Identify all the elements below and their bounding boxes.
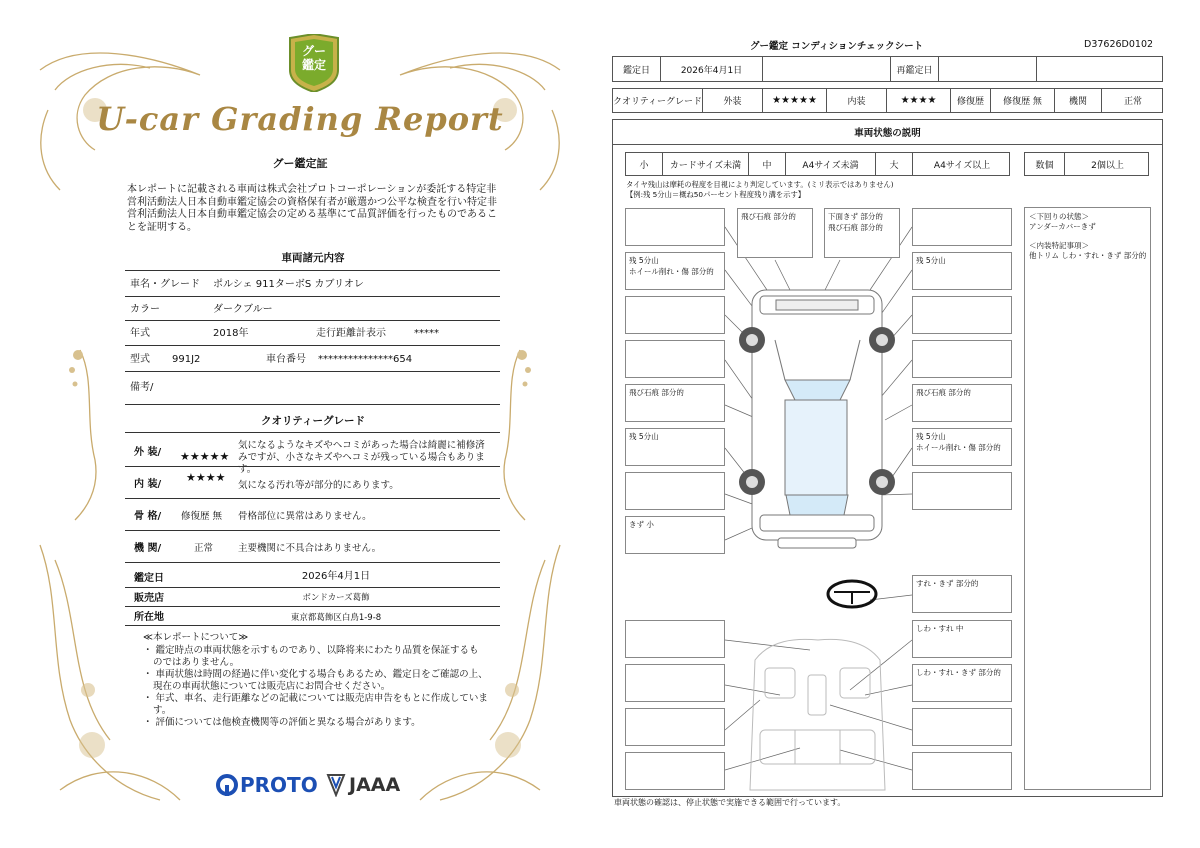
badge-text: グー 鑑定 — [301, 44, 326, 72]
exterior-stars: ★★★★★ — [763, 89, 827, 112]
note-box-right-2: 残 5分山 — [912, 252, 1012, 290]
condition-check-sheet — [600, 0, 1200, 848]
underbody-heading: ＜下回りの状態＞ — [1029, 212, 1089, 221]
exterior-label: 外装 — [703, 89, 763, 112]
status-heading: 車両状態の説明 — [612, 119, 1163, 145]
model-label: 型式 — [130, 354, 150, 365]
note-box-interior-left-3 — [625, 708, 725, 746]
note-box-right-7 — [912, 472, 1012, 510]
goo-appraisal-badge — [286, 34, 342, 92]
note-box-right-5: 飛び石痕 部分的 — [912, 384, 1012, 422]
note-box-interior-right-1: すれ・きず 部分的 — [912, 575, 1012, 613]
note-box-interior-right-2: しわ・すれ 中 — [912, 620, 1012, 658]
date-label: 鑑定日 — [134, 573, 164, 584]
quality-heading: クオリティーグレード — [261, 415, 365, 427]
engine-label: 機 関/ — [134, 543, 162, 554]
size-large-desc: A4サイズ以上 — [933, 160, 991, 171]
color-label: カラー — [130, 304, 160, 315]
about-item: ・ 年式、車名、走行距離などの記載については販売店申告をもとに作成しています。 — [143, 693, 488, 716]
size-small-desc: カードサイズ未満 — [663, 153, 749, 175]
notes-label: 備考/ — [130, 382, 154, 393]
jaaa-logo-text: JAAA — [349, 774, 401, 796]
dealer-label: 販売店 — [134, 593, 164, 604]
mileage-value: ***** — [414, 328, 439, 339]
year-label: 年式 — [130, 328, 150, 339]
proto-mark-icon — [216, 774, 238, 796]
note-box-left-4 — [625, 340, 725, 378]
mileage-label: 走行距離計表示 — [316, 328, 386, 339]
note-box-top-1: 飛び石痕 部分的 — [737, 208, 813, 258]
engine-value: 正常 — [194, 543, 214, 554]
interior-notes-value: 他トリム しわ・すれ・きず 部分的 — [1029, 251, 1147, 260]
certificate-intro: 本レポートに記載される車両は株式会社プロトコーポレーションが委託する特定非営利活動法人日本自動車鑑定協会の資格保有者が厳選かつ公平な検査を行い特定非営利活動法人日本自動車鑑定協会の定める基準にて品質評価を行ったものであることを証明する。 — [127, 184, 497, 233]
exterior-stars: ★★★★★ — [180, 450, 230, 463]
about-item: ・ 車両状態は時間の経過に伴い変化する場合もあるため、鑑定日をご確認の上、現在の車両状態については販売店にお問合せください。 — [143, 669, 488, 692]
about-item: ・ 評価については他検査機関等の評価と異なる場合があります。 — [143, 717, 421, 728]
about-item: ・ 鑑定時点の車両状態を示すものであり、以降将来にわたり品質を保証するものではありません。 — [143, 645, 479, 668]
interior-desc: 気になる汚れ等が部分的にあります。 — [238, 480, 399, 491]
note-box-interior-left-1 — [625, 620, 725, 658]
engine-label: 機関 — [1055, 89, 1102, 112]
repair-label: 修復歴 — [951, 89, 991, 112]
note-box-right-4 — [912, 340, 1012, 378]
model-value: 991J2 — [172, 354, 201, 365]
address-label: 所在地 — [134, 612, 164, 623]
note-box-interior-right-5 — [912, 752, 1012, 790]
count-label: 数個 — [1025, 153, 1065, 175]
proto-logo — [216, 772, 318, 798]
size-mid: 中 — [749, 153, 786, 175]
report-script-title: U-car Grading Report — [96, 100, 504, 138]
size-mid-desc: A4サイズ未満 — [786, 153, 876, 175]
steering-wheel-icon — [828, 581, 876, 607]
sheet-title: グー鑑定 コンディションチェックシート — [750, 41, 924, 52]
note-box-left-7 — [625, 472, 725, 510]
interior-label: 内 装/ — [134, 479, 162, 490]
note-box-right-3 — [912, 296, 1012, 334]
date-value: 2026年4月1日 — [661, 57, 763, 81]
frame-value: 修復歴 無 — [181, 511, 223, 522]
year-value: 2018年 — [213, 328, 249, 339]
about-list — [143, 645, 488, 729]
spec-heading: 車両諸元内容 — [281, 252, 345, 264]
certificate-title: グー鑑定証 — [272, 157, 328, 170]
name-label: 車名・グレード — [130, 279, 200, 290]
size-small: 小 — [626, 153, 663, 175]
note-box-top-2: 下面きず 部分的 飛び石痕 部分的 — [824, 208, 900, 258]
name-value: ポルシェ 911ターボS カブリオレ — [213, 279, 364, 290]
address-value: 東京都葛飾区白鳥1-9-8 — [290, 613, 382, 623]
note-box-interior-right-4 — [912, 708, 1012, 746]
engine-value: 正常 — [1123, 97, 1142, 107]
interior-stars: ★★★★ — [186, 471, 226, 484]
note-box-left-8: きず 小 — [625, 516, 725, 554]
frame-label: 骨 格/ — [134, 511, 162, 522]
chassis-value: ***************654 — [318, 354, 413, 365]
count-desc: 2個以上 — [1091, 160, 1124, 171]
note-box-left-1 — [625, 208, 725, 246]
note-box-interior-left-2 — [625, 664, 725, 702]
exterior-label: 外 装/ — [134, 447, 162, 458]
date-value: 2026年4月1日 — [301, 571, 371, 582]
sheet-footer: 車両状態の確認は、停止状態で実施できる範囲で行っています。 — [614, 798, 846, 807]
underbody-value: アンダーカバーきず — [1029, 222, 1096, 231]
date-label: 鑑定日 — [613, 57, 661, 81]
frame-desc: 骨格部位に異常はありません。 — [238, 511, 372, 522]
redate-label: 再鑑定日 — [891, 57, 939, 81]
tire-note-1: タイヤ残山は摩耗の程度を目視により判定しています。(ミリ表示ではありません) — [626, 180, 894, 189]
sheet-id: D37626D0102 — [1084, 39, 1154, 50]
jaaa-logo — [326, 772, 400, 798]
note-box-left-5: 飛び石痕 部分的 — [625, 384, 725, 422]
interior-stars: ★★★★ — [887, 89, 951, 112]
note-box-interior-left-4 — [625, 752, 725, 790]
note-box-left-3 — [625, 296, 725, 334]
engine-desc: 主要機関に不具合はありません。 — [238, 543, 382, 554]
exterior-desc: 気になるようなキズやヘコミがあった場合は綺麗に補修済みですが、小さなキズやヘコミが残っている場合もあります。 — [238, 440, 485, 475]
note-box-interior-right-3: しわ・すれ・きず 部分的 — [912, 664, 1012, 702]
color-value: ダークブルー — [213, 304, 273, 315]
note-box-left-6: 残 5分山 — [625, 428, 725, 466]
dealer-value: ボンドカーズ葛飾 — [302, 593, 370, 603]
about-heading: ≪本レポートについて≫ — [143, 632, 249, 643]
note-box-right-6: 残 5分山 ホイール削れ・傷 部分的 — [912, 428, 1012, 466]
note-box-left-2: 残 5分山 ホイール削れ・傷 部分的 — [625, 252, 725, 290]
repair-value: 修復歴 無 — [991, 89, 1055, 112]
interior-label: 内装 — [827, 89, 887, 112]
jaaa-mark-icon — [326, 773, 346, 797]
interior-notes-heading: ＜内装特記事項＞ — [1029, 241, 1089, 250]
size-large: 大 — [876, 153, 913, 175]
proto-logo-text: PROTO — [240, 773, 318, 797]
tire-note-2: 【例:残 5分山＝概ね50パーセント程度残り溝を示す】 — [626, 190, 806, 199]
note-box-right-1 — [912, 208, 1012, 246]
quality-grade-label: クオリティーグレード — [613, 89, 703, 112]
chassis-label: 車台番号 — [266, 354, 306, 365]
